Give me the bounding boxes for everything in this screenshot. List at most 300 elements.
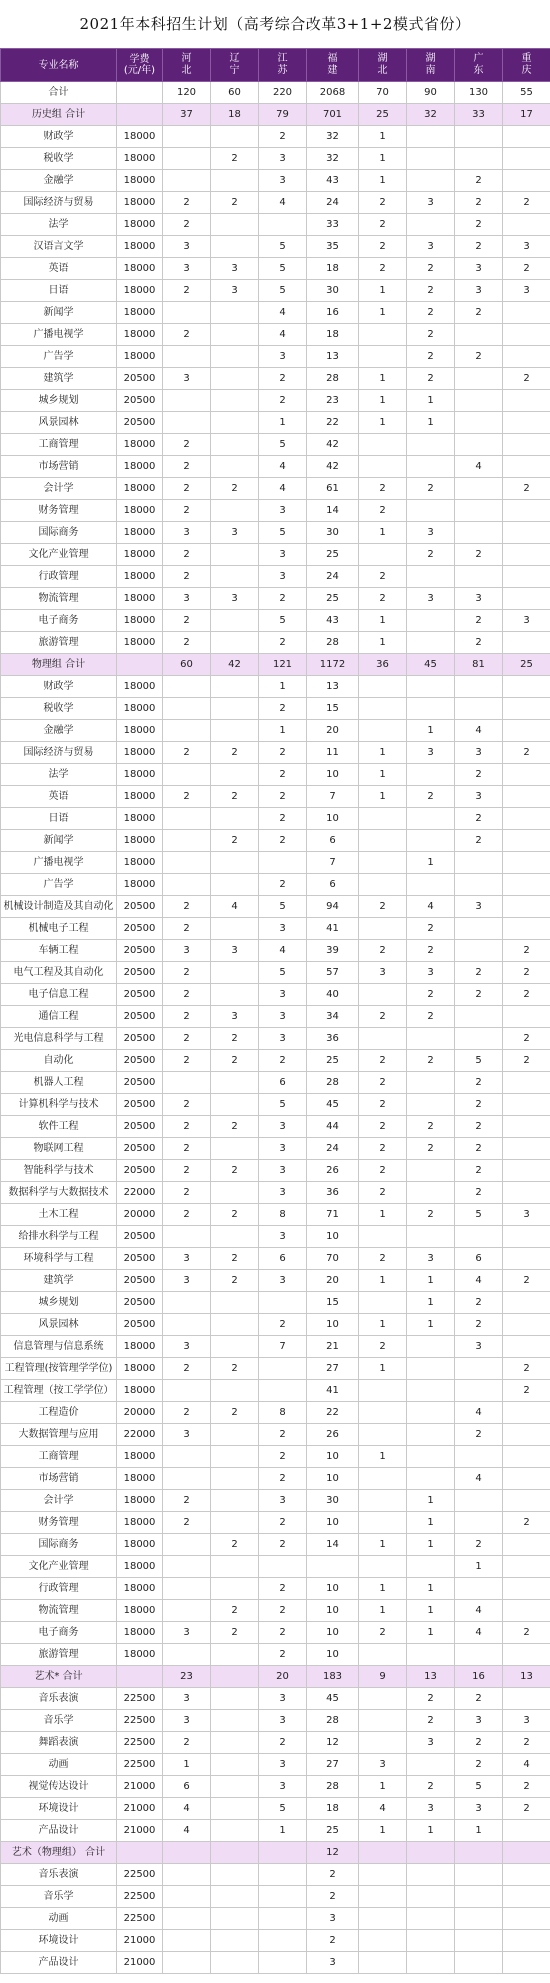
table-row	[1, 1622, 550, 1644]
quota-cell: 2	[211, 1402, 259, 1424]
quota-cell	[359, 1710, 407, 1732]
quota-cell	[503, 346, 550, 368]
table-row	[1, 1116, 550, 1138]
quota-cell	[503, 676, 550, 698]
major-name-cell: 国际经济与贸易	[1, 742, 117, 764]
quota-cell	[211, 1776, 259, 1798]
quota-cell: 3	[455, 280, 503, 302]
quota-cell	[211, 1908, 259, 1930]
quota-cell: 2	[455, 1688, 503, 1710]
quota-cell	[503, 214, 550, 236]
quota-cell: 2	[455, 1160, 503, 1182]
quota-cell: 3	[455, 258, 503, 280]
table-row	[1, 1446, 550, 1468]
table-row	[1, 940, 550, 962]
quota-cell	[211, 368, 259, 390]
fee-cell: 20500	[117, 368, 163, 390]
fee-cell: 20500	[117, 412, 163, 434]
quota-cell	[455, 368, 503, 390]
fee-cell: 21000	[117, 1798, 163, 1820]
quota-cell	[503, 1600, 550, 1622]
fee-cell: 18000	[117, 720, 163, 742]
quota-cell	[211, 1336, 259, 1358]
quota-cell: 2	[259, 830, 307, 852]
quota-cell: 1	[163, 1754, 211, 1776]
major-name-cell: 税收学	[1, 148, 117, 170]
quota-cell: 10	[307, 1468, 359, 1490]
quota-cell	[211, 1930, 259, 1952]
group-total-row	[1, 1842, 550, 1864]
quota-cell	[407, 1380, 455, 1402]
quota-cell	[503, 390, 550, 412]
quota-cell	[163, 698, 211, 720]
major-name-cell: 财务管理	[1, 500, 117, 522]
quota-cell: 2	[359, 500, 407, 522]
fee-cell: 20000	[117, 1402, 163, 1424]
quota-cell: 2	[407, 478, 455, 500]
quota-cell: 6	[259, 1072, 307, 1094]
quota-cell: 2	[359, 896, 407, 918]
fee-cell: 21000	[117, 1930, 163, 1952]
quota-cell: 2	[455, 1314, 503, 1336]
quota-cell: 2	[211, 192, 259, 214]
quota-cell	[503, 896, 550, 918]
quota-cell: 2	[455, 808, 503, 830]
quota-cell: 1	[359, 126, 407, 148]
quota-cell	[407, 1754, 455, 1776]
quota-cell: 3	[307, 1952, 359, 1974]
quota-cell	[359, 1490, 407, 1512]
quota-cell: 25	[503, 654, 550, 676]
quota-cell	[211, 1292, 259, 1314]
fee-cell: 18000	[117, 786, 163, 808]
major-name-cell: 动画	[1, 1908, 117, 1930]
quota-cell	[455, 874, 503, 896]
quota-cell: 2	[259, 1578, 307, 1600]
table-row	[1, 566, 550, 588]
quota-cell: 2	[503, 1512, 550, 1534]
major-name-cell: 电子商务	[1, 610, 117, 632]
quota-cell: 3	[259, 544, 307, 566]
quota-cell: 4	[455, 1468, 503, 1490]
quota-cell: 2	[259, 1050, 307, 1072]
table-row	[1, 1908, 550, 1930]
quota-cell: 3	[359, 1754, 407, 1776]
quota-cell: 2	[503, 1380, 550, 1402]
table-row	[1, 1930, 550, 1952]
major-name-cell: 旅游管理	[1, 1644, 117, 1666]
quota-cell	[163, 1842, 211, 1864]
quota-cell: 10	[307, 1600, 359, 1622]
quota-cell	[407, 1402, 455, 1424]
quota-cell: 2	[259, 1446, 307, 1468]
quota-cell: 14	[307, 1534, 359, 1556]
fee-cell: 20500	[117, 1072, 163, 1094]
quota-cell	[503, 1952, 550, 1974]
quota-cell	[163, 1314, 211, 1336]
quota-cell: 2	[163, 324, 211, 346]
quota-cell: 28	[307, 1072, 359, 1094]
quota-cell: 2	[503, 478, 550, 500]
quota-cell	[163, 1578, 211, 1600]
quota-cell	[211, 1644, 259, 1666]
quota-cell	[359, 1468, 407, 1490]
header-province: 湖北	[359, 49, 407, 82]
quota-cell	[211, 170, 259, 192]
quota-cell	[455, 1490, 503, 1512]
quota-cell	[163, 170, 211, 192]
table-row	[1, 1534, 550, 1556]
quota-cell: 3	[503, 236, 550, 258]
quota-cell: 1	[407, 412, 455, 434]
quota-cell	[359, 544, 407, 566]
quota-cell: 3	[163, 588, 211, 610]
quota-cell: 1	[359, 522, 407, 544]
quota-cell: 20	[307, 1270, 359, 1292]
quota-cell	[211, 918, 259, 940]
quota-cell	[407, 1336, 455, 1358]
quota-cell	[407, 1556, 455, 1578]
quota-cell	[359, 1424, 407, 1446]
major-name-cell: 历史组 合计	[1, 104, 117, 126]
fee-cell: 20500	[117, 1138, 163, 1160]
fee-cell: 20500	[117, 1248, 163, 1270]
quota-cell: 4	[455, 1600, 503, 1622]
quota-cell: 37	[163, 104, 211, 126]
quota-cell	[407, 1930, 455, 1952]
quota-cell	[407, 214, 455, 236]
quota-cell: 2	[455, 632, 503, 654]
quota-cell: 43	[307, 610, 359, 632]
quota-cell	[503, 1842, 550, 1864]
quota-cell	[503, 1644, 550, 1666]
quota-cell	[455, 1578, 503, 1600]
table-row	[1, 236, 550, 258]
quota-cell: 2	[259, 632, 307, 654]
quota-cell: 24	[307, 566, 359, 588]
quota-cell	[359, 324, 407, 346]
quota-cell	[455, 434, 503, 456]
quota-cell: 2	[455, 1116, 503, 1138]
major-name-cell: 自动化	[1, 1050, 117, 1072]
quota-cell	[503, 1248, 550, 1270]
quota-cell: 2	[259, 1424, 307, 1446]
quota-cell	[211, 1094, 259, 1116]
major-name-cell: 财政学	[1, 676, 117, 698]
fee-cell: 22000	[117, 1182, 163, 1204]
quota-cell: 1	[359, 1446, 407, 1468]
quota-cell	[359, 1864, 407, 1886]
major-name-cell: 机器人工程	[1, 1072, 117, 1094]
quota-cell: 1	[359, 742, 407, 764]
quota-cell: 1	[407, 1578, 455, 1600]
major-name-cell: 软件工程	[1, 1116, 117, 1138]
quota-cell	[503, 1886, 550, 1908]
quota-cell	[407, 170, 455, 192]
quota-cell: 3	[163, 236, 211, 258]
major-name-cell: 合计	[1, 82, 117, 104]
quota-cell: 3	[163, 1248, 211, 1270]
fee-cell: 20500	[117, 1028, 163, 1050]
fee-cell: 20500	[117, 390, 163, 412]
table-row	[1, 1270, 550, 1292]
quota-cell: 1	[407, 1534, 455, 1556]
quota-cell: 2	[359, 1160, 407, 1182]
quota-cell: 8	[259, 1204, 307, 1226]
major-name-cell: 风景园林	[1, 412, 117, 434]
fee-cell: 18000	[117, 1358, 163, 1380]
quota-cell	[211, 346, 259, 368]
fee-cell: 18000	[117, 808, 163, 830]
quota-cell: 2	[455, 170, 503, 192]
fee-cell: 18000	[117, 126, 163, 148]
quota-cell: 3	[455, 742, 503, 764]
quota-cell	[407, 434, 455, 456]
quota-cell	[359, 830, 407, 852]
major-name-cell: 行政管理	[1, 566, 117, 588]
quota-cell: 2	[359, 1182, 407, 1204]
quota-cell	[211, 610, 259, 632]
quota-cell: 4	[407, 896, 455, 918]
quota-cell	[359, 1028, 407, 1050]
quota-cell: 2	[259, 764, 307, 786]
fee-cell: 20500	[117, 896, 163, 918]
quota-cell: 2	[163, 918, 211, 940]
table-row	[1, 1028, 550, 1050]
major-name-cell: 旅游管理	[1, 632, 117, 654]
quota-cell: 2	[163, 478, 211, 500]
quota-cell: 45	[307, 1688, 359, 1710]
fee-cell: 18000	[117, 214, 163, 236]
quota-cell: 3	[455, 588, 503, 610]
major-name-cell: 音乐表演	[1, 1864, 117, 1886]
fee-cell: 18000	[117, 280, 163, 302]
table-row	[1, 1776, 550, 1798]
quota-cell: 2	[211, 1248, 259, 1270]
quota-cell: 2	[407, 1204, 455, 1226]
quota-cell	[163, 852, 211, 874]
quota-cell	[163, 1380, 211, 1402]
major-name-cell: 产品设计	[1, 1952, 117, 1974]
major-name-cell: 智能科学与技术	[1, 1160, 117, 1182]
quota-cell: 41	[307, 1380, 359, 1402]
quota-cell: 1	[407, 1622, 455, 1644]
quota-cell	[407, 126, 455, 148]
quota-cell: 3	[259, 1116, 307, 1138]
quota-cell: 2	[211, 786, 259, 808]
quota-cell: 6	[307, 830, 359, 852]
quota-cell: 2	[407, 368, 455, 390]
quota-cell	[163, 1864, 211, 1886]
quota-cell: 2	[455, 1754, 503, 1776]
quota-cell: 2	[455, 1732, 503, 1754]
header-fee: 学费 (元/年)	[117, 49, 163, 82]
quota-cell: 2	[307, 1864, 359, 1886]
quota-cell	[211, 1072, 259, 1094]
quota-cell	[503, 302, 550, 324]
major-name-cell: 会计学	[1, 1490, 117, 1512]
quota-cell: 2	[503, 1358, 550, 1380]
quota-cell: 5	[259, 434, 307, 456]
quota-cell	[455, 1886, 503, 1908]
quota-cell: 2	[259, 390, 307, 412]
quota-cell	[455, 852, 503, 874]
quota-cell: 2	[407, 280, 455, 302]
quota-cell: 3	[407, 962, 455, 984]
quota-cell: 5	[259, 1798, 307, 1820]
fee-cell: 20500	[117, 1094, 163, 1116]
quota-cell: 40	[307, 984, 359, 1006]
major-name-cell: 艺术* 合计	[1, 1666, 117, 1688]
quota-cell: 2	[359, 940, 407, 962]
table-row	[1, 588, 550, 610]
table-row	[1, 1886, 550, 1908]
quota-cell: 2	[455, 1072, 503, 1094]
quota-cell	[163, 874, 211, 896]
quota-cell: 5	[259, 962, 307, 984]
quota-cell	[503, 698, 550, 720]
quota-cell: 1	[407, 1292, 455, 1314]
quota-cell: 10	[307, 1314, 359, 1336]
major-name-cell: 市场营销	[1, 456, 117, 478]
table-row	[1, 1072, 550, 1094]
quota-cell: 60	[163, 654, 211, 676]
quota-cell: 1	[455, 1820, 503, 1842]
quota-cell	[407, 148, 455, 170]
quota-cell	[455, 148, 503, 170]
quota-cell: 4	[455, 1270, 503, 1292]
quota-cell: 16	[455, 1666, 503, 1688]
quota-cell: 1	[259, 1820, 307, 1842]
quota-cell	[359, 698, 407, 720]
quota-cell	[407, 1446, 455, 1468]
quota-cell	[259, 1908, 307, 1930]
quota-cell	[359, 984, 407, 1006]
quota-cell: 10	[307, 1226, 359, 1248]
quota-cell	[259, 214, 307, 236]
major-name-cell: 广告学	[1, 346, 117, 368]
quota-cell	[259, 1358, 307, 1380]
quota-cell	[407, 610, 455, 632]
table-row	[1, 1314, 550, 1336]
quota-cell: 1	[359, 390, 407, 412]
quota-cell: 3	[163, 1710, 211, 1732]
quota-cell: 24	[307, 192, 359, 214]
quota-cell: 28	[307, 368, 359, 390]
quota-cell: 18	[211, 104, 259, 126]
table-row	[1, 1468, 550, 1490]
quota-cell: 2	[259, 1468, 307, 1490]
quota-cell: 4	[163, 1820, 211, 1842]
quota-cell: 2	[211, 742, 259, 764]
quota-cell: 3	[163, 368, 211, 390]
quota-cell	[503, 1864, 550, 1886]
table-row	[1, 852, 550, 874]
quota-cell: 1	[359, 610, 407, 632]
fee-cell: 18000	[117, 632, 163, 654]
major-name-cell: 城乡规划	[1, 1292, 117, 1314]
quota-cell: 2	[407, 324, 455, 346]
major-name-cell: 日语	[1, 280, 117, 302]
quota-cell: 60	[211, 82, 259, 104]
quota-cell	[503, 1094, 550, 1116]
quota-cell: 2	[163, 1490, 211, 1512]
major-name-cell: 风景园林	[1, 1314, 117, 1336]
quota-cell: 1	[407, 390, 455, 412]
quota-cell	[407, 500, 455, 522]
group-total-row	[1, 1666, 550, 1688]
quota-cell: 2	[455, 1534, 503, 1556]
quota-cell: 4	[359, 1798, 407, 1820]
quota-cell	[211, 1138, 259, 1160]
quota-cell: 15	[307, 698, 359, 720]
quota-cell: 2	[407, 918, 455, 940]
quota-cell	[503, 720, 550, 742]
quota-cell: 13	[307, 676, 359, 698]
quota-cell	[407, 1358, 455, 1380]
quota-cell: 5	[455, 1204, 503, 1226]
quota-cell: 25	[359, 104, 407, 126]
quota-cell: 1	[359, 412, 407, 434]
quota-cell	[163, 1600, 211, 1622]
quota-cell	[359, 1380, 407, 1402]
quota-cell: 18	[307, 1798, 359, 1820]
quota-cell	[211, 874, 259, 896]
quota-cell: 1	[359, 764, 407, 786]
table-row	[1, 258, 550, 280]
table-row	[1, 368, 550, 390]
quota-cell	[211, 1820, 259, 1842]
major-name-cell: 舞蹈表演	[1, 1732, 117, 1754]
quota-cell	[503, 1424, 550, 1446]
fee-cell: 22500	[117, 1754, 163, 1776]
quota-cell: 2	[407, 984, 455, 1006]
table-row	[1, 1292, 550, 1314]
quota-cell: 183	[307, 1666, 359, 1688]
quota-cell	[211, 456, 259, 478]
quota-cell: 61	[307, 478, 359, 500]
major-name-cell: 电子商务	[1, 1622, 117, 1644]
quota-cell: 13	[307, 346, 359, 368]
quota-cell: 3	[503, 1204, 550, 1226]
quota-cell	[503, 1336, 550, 1358]
quota-cell: 9	[359, 1666, 407, 1688]
major-name-cell: 国际商务	[1, 1534, 117, 1556]
quota-cell	[407, 1864, 455, 1886]
quota-cell: 2	[259, 1622, 307, 1644]
quota-cell: 3	[259, 1490, 307, 1512]
quota-cell: 24	[307, 1138, 359, 1160]
quota-cell: 13	[503, 1666, 550, 1688]
quota-cell	[359, 808, 407, 830]
quota-cell	[211, 676, 259, 698]
table-row	[1, 1644, 550, 1666]
quota-cell: 2	[503, 1732, 550, 1754]
header-major: 专业名称	[1, 49, 117, 82]
quota-cell: 5	[259, 236, 307, 258]
quota-cell	[503, 1138, 550, 1160]
quota-cell: 3	[259, 1138, 307, 1160]
quota-cell: 2	[503, 940, 550, 962]
quota-cell	[455, 1908, 503, 1930]
table-row	[1, 1226, 550, 1248]
major-name-cell: 电气工程及其自动化	[1, 962, 117, 984]
quota-cell	[359, 1842, 407, 1864]
quota-cell: 2	[163, 566, 211, 588]
quota-cell: 10	[307, 1446, 359, 1468]
fee-cell: 20500	[117, 1270, 163, 1292]
fee-cell: 18000	[117, 1600, 163, 1622]
